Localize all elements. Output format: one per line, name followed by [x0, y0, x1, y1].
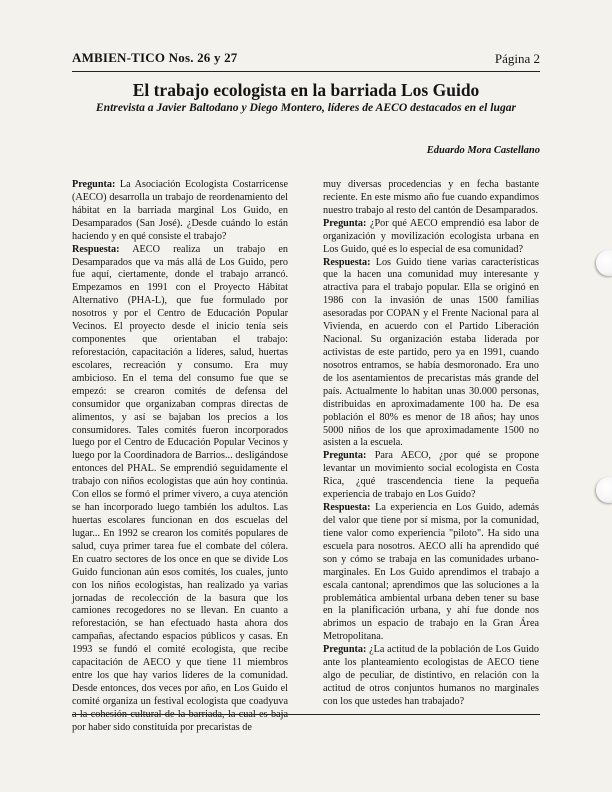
right-column: [323, 179, 539, 709]
paragraph-label: Pregunta:: [323, 217, 367, 229]
publication-header: AMBIEN-TICO Nos. 26 y 27: [72, 50, 238, 65]
paragraph-label: Pregunta:: [323, 644, 367, 656]
article-title: El trabajo ecologista en la barriada Los Guido: [132, 80, 480, 100]
left-column: [72, 179, 288, 735]
paragraph: [323, 644, 539, 709]
article-author: Eduardo Mora Castellano: [426, 145, 540, 156]
paragraph: [323, 179, 539, 218]
header-rule: [72, 71, 540, 72]
punch-hole-icon: [596, 250, 612, 276]
paragraph-text: ¿La actitud de la población de Los Guido ante los planteamiento ecologistas de AECO tiene algo de peculiar, de distintivo, en relación con la actitud de otros conjuntos humanos no marginales con los que ustedes han trabajado?: [323, 644, 539, 707]
paragraph-label: Pregunta:: [323, 450, 367, 462]
paragraph-label: Respuesta:: [323, 502, 371, 514]
paragraph-text: ¿Por qué AECO emprendió esa labor de organización y movilización ecologista urbana en Los Guido, qué es lo especial de esa comunidad?: [323, 217, 539, 255]
page-number: Página 2: [494, 51, 540, 66]
paragraph-text: Los Guido tiene varias características que la hacen una comunidad muy interesante y atractiva para el trabajo popular. Ella se originó en 1986 con la invasión de unas 1500 familias asesoradas por COPAN y el Frente Nacional para al Vivienda, en acuerdo con el Partido Liberación Nacional. Su organización estaba liderada por activistas de este partido, pero ya en 1991, cuando nosotros entramos, se había desmoronado. Era uno de los asentamientos de precaristas más grande del país. Actualmente lo habitan unas 30.000 personas, distribuidas en aproximadamente 100 ha. De esa población el 80% es menor de 18 años; hay unos 5000 niños de los que aproximadamente 1500 no asisten a la escuela.: [323, 256, 539, 449]
footer-rule: [72, 714, 540, 715]
article-subtitle: Entrevista a Javier Baltodano y Diego Montero, líderes de AECO destacados en el lugar: [95, 101, 517, 114]
paragraph-label: Pregunta:: [72, 179, 116, 190]
paragraph-label: Respuesta:: [323, 256, 371, 268]
paragraph-label: Respuesta:: [72, 243, 120, 255]
paragraph: [323, 502, 539, 644]
paragraph: [72, 244, 288, 735]
paragraph: [323, 218, 539, 257]
paragraph-text: La Asociación Ecologista Costarricense (AECO) desarrolla un trabajo de reordenamiento del hábitat en la barriada marginal Los Guido, en Desamparados (San José). ¿Desde cuándo lo están haciendo y en qué consiste el trabajo?: [72, 179, 288, 242]
punch-hole-icon: [596, 477, 612, 503]
paragraph-text: Para AECO, ¿por qué se propone levantar un movimiento social ecologista en Costa Rica, ¿qué trascendencia tiene la pequeña experiencia de trabajo en Los Guido?: [323, 450, 539, 501]
paragraph: [323, 257, 539, 451]
paragraph-text: AECO realiza un trabajo en Desamparados que va más allá de Los Guido, pero fue aquí, ciertamente, donde el trabajo arrancó. Empezamos en 1991 con el Proyecto Hábitat Alternativo (PHA-L), que fue formulado por nosotros y por el Centro de Educación Popular Vecinos. El proyecto desde el inicio tenía seis componentes que orientaban el trabajo: reforestación, capacitación a líderes, salud, huertas escolares, recreación y consumo. Era muy ambicioso. En el tema del consumo fue que se empezó: se crearon comités de defensa del consumidor que organizaban compras directas de alimentos, y así se bajaban los precios a los consumidores. Tales comités fueron incorporados luego por el Centro de Educación Popular Vecinos y luego por la Coordinadora de Barrios... desligándose entonces del PHAL. Se emprendió seguidamente el trabajo con niños ecologistas que aún hoy continúa. Con ellos se formó el primer vivero, a cuya atención se han incorporado luego también los adultos. Las huertas escolares funcionan en dos escuelas del lugar... En 1992 se crearon los comités populares de salud, cuya primer tarea fue el combate del cólera. En cuatro sectores de los once en que se divide Los Guido funcionan aún esos comités, los cuales, junto con los niños ecologistas, han realizado ya varias jornadas de recolección de la basura que los camiones recogedores no se llevan. En cuanto a reforestación, se han efectuado hasta ahora dos campañas, afectando espacios públicos y casas. En 1993 se fundó el comité ecologista, que recibe capacitación de AECO y que tiene 11 miembros entre los que hay varios líderes de la comunidad. Desde entonces, dos veces por año, en Los Guido el comité organiza un festival ecologista que coadyuva a la cohesión cultural de la barriada, la cual es baja por haber sido constituida por precaristas de: [72, 243, 288, 733]
paragraph: [72, 179, 288, 244]
paragraph: [323, 450, 539, 502]
paragraph-text: muy diversas procedencias y en fecha bastante reciente. En este mismo año fue cuando expandimos nuestro trabajo al resto del cantón de Desamparados.: [323, 179, 539, 216]
paragraph-text: La experiencia en Los Guido, además del valor que tiene por sí misma, por la comunidad, tiene valor como experiencia "piloto". Ha sido una escuela para nosotros. AECO allí ha aprendido qué son y cómo se trabaja en las comunidades urbano-marginales. En Los Guido aprendimos el trabajo a escala cantonal; aprendimos que las soluciones a la problemática ambiental urbana deben tener su base en la planificación urbana, y ahí fue donde nos abrimos un espacio de trabajo en la Gran Área Metropolitana.: [323, 502, 539, 643]
